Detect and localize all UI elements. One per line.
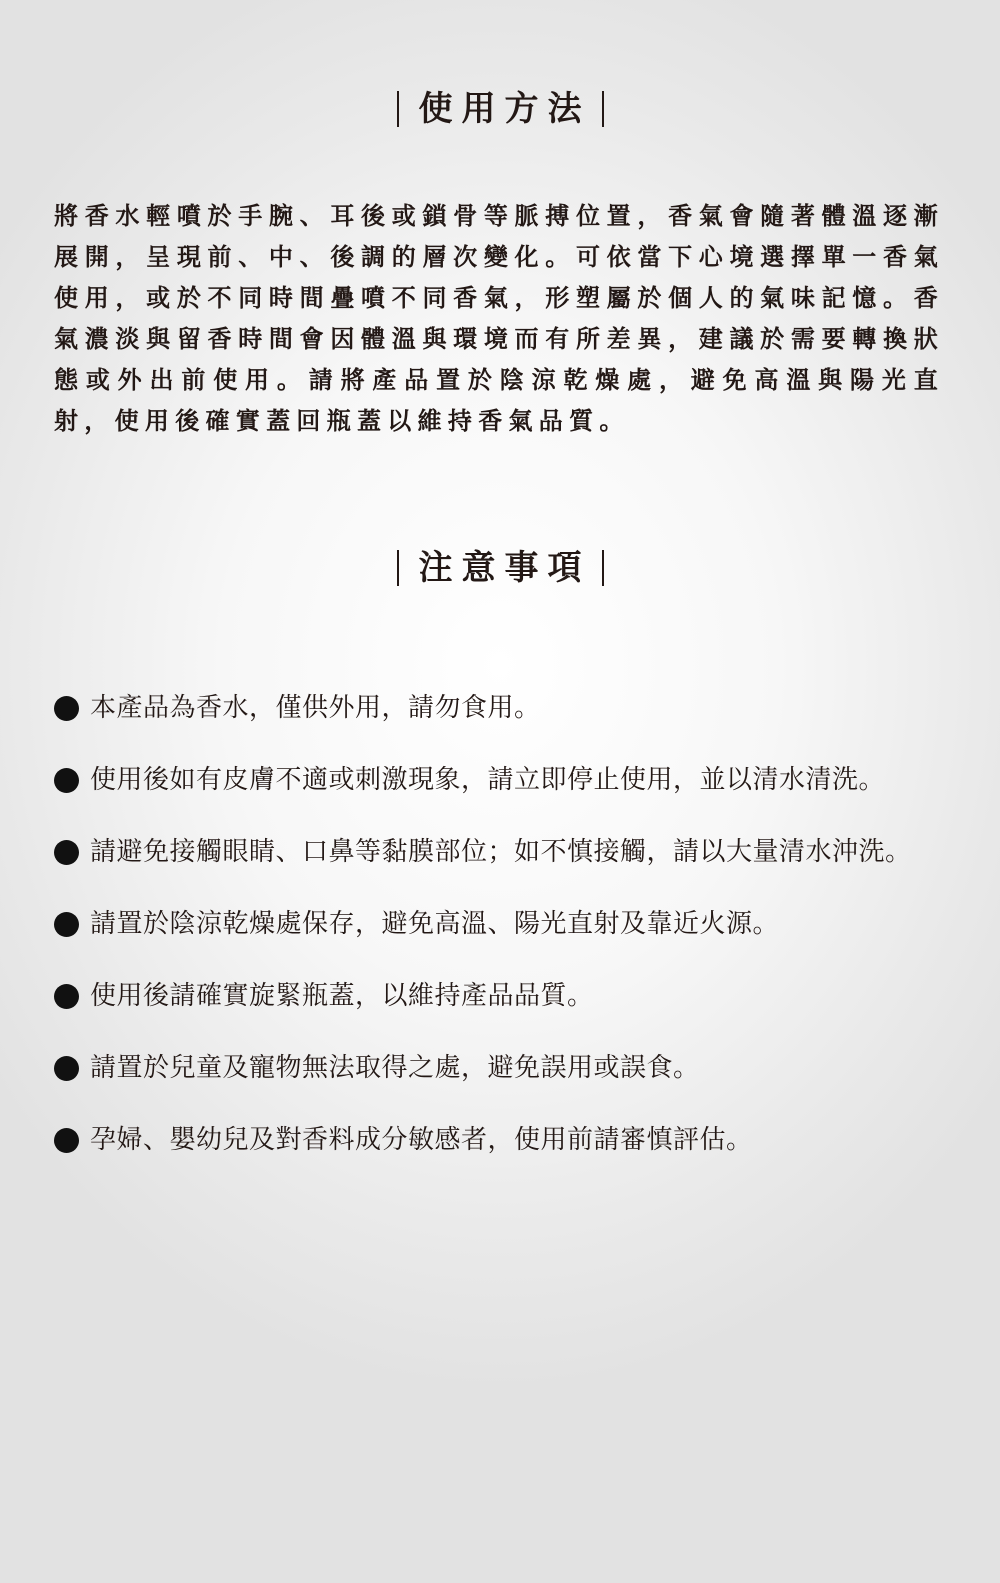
note-text: 使用後請確實旋緊瓶蓋，以維持產品品質。 [90,981,594,1011]
note-text: 使用後如有皮膚不適或刺激現象，請立即停止使用，並以清水清洗。 [90,765,886,795]
note-text: 本產品為香水，僅供外用，請勿食用。 [90,693,541,723]
note-text: 請置於兒童及寵物無法取得之處，避免誤用或誤食。 [90,1053,700,1083]
list-item [54,1104,954,1176]
bullet-icon [54,1128,79,1153]
bullet-icon [54,1056,79,1081]
bullet-icon [54,696,79,721]
list-item [54,1032,954,1104]
notes-title-text: 注意事項 [418,548,591,588]
usage-paragraph: 將香水輕噴於手腕、耳後或鎖骨等脈搏位置，香氣會隨著體溫逐漸展開，呈現前、中、後調的層次變化。可依當下心境選擇單一香氣使用，或於不同時間疊噴不同香氣，形塑屬於個人的氣味記憶。香氣濃淡與留香時間會因體溫與環境而有所差異，建議於需要轉換狀態或外出前使用。請將產品置於陰涼乾燥處，避免高溫與陽光直射，使用後確實蓋回瓶蓋以維持香氣品質。 [54,202,944,435]
list-item [54,744,954,816]
notes-list [54,672,954,1176]
list-item [54,816,954,888]
bullet-icon [54,840,79,865]
title-divider-right [602,91,604,127]
usage-section-title [0,89,1000,129]
bullet-icon [54,984,79,1009]
notes-section-title [0,548,1000,588]
bullet-icon [54,768,79,793]
note-text: 孕婦、嬰幼兒及對香料成分敏感者，使用前請審慎評估。 [90,1125,753,1155]
list-item [54,888,954,960]
title-divider-right [602,550,604,586]
list-item [54,960,954,1032]
note-text: 請置於陰涼乾燥處保存，避免高溫、陽光直射及靠近火源。 [90,909,780,939]
note-text: 請避免接觸眼睛、口鼻等黏膜部位；如不慎接觸，請以大量清水沖洗。 [90,837,912,867]
bullet-icon [54,912,79,937]
list-item [54,672,954,744]
usage-title-text: 使用方法 [418,89,591,129]
